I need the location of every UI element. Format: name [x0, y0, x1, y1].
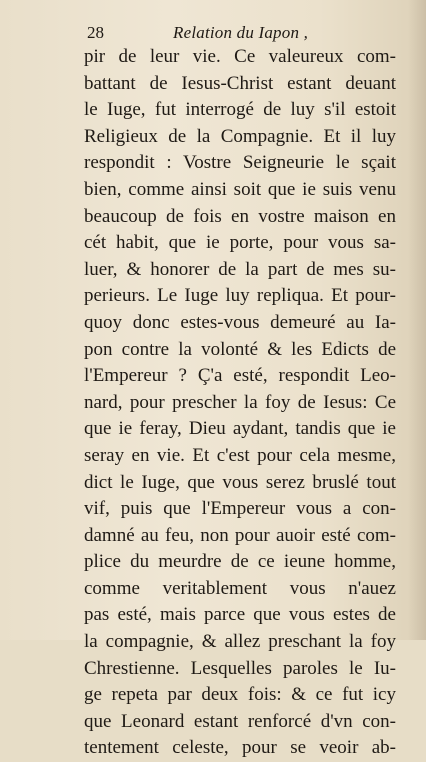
text-line-10: perieurs. Le Iuge luy repliqua. Et pour- — [84, 285, 396, 307]
text-line-1: pir de leur vie. Ce valeureux com- — [84, 46, 396, 67]
text-line-23: la compagnie, & allez preschant la foy — [84, 631, 396, 653]
text-line-2: battant de Iesus-Christ estant deuant — [84, 72, 396, 94]
text-line-3: le Iuge, fut interrogé de luy s'il estoit — [84, 99, 396, 121]
text-line-24: Chrestienne. Lesquelles paroles le Iu- — [84, 657, 396, 679]
text-line-17: dict le Iuge, que vous serez bruslé tout — [84, 471, 396, 493]
body-text — [84, 44, 396, 762]
text-line-26: que Leonard estant renforcé d'vn con- — [84, 710, 396, 732]
running-title: Relation du Iapon , — [173, 23, 309, 42]
text-line-13: l'Empereur ? Ç'a esté, respondit Leo- — [84, 365, 396, 387]
text-line-8: cét habit, que ie porte, pour vous sa- — [84, 232, 396, 254]
text-line-21: comme veritablement vous n'auez — [84, 577, 396, 599]
text-line-18: vif, puis que l'Empereur vous a con- — [84, 498, 396, 520]
text-line-27: tentement celeste, pour se veoir ab- — [84, 737, 396, 759]
text-line-4: Religieux de la Compagnie. Et il luy — [84, 125, 396, 147]
text-line-14: nard, pour prescher la foy de Iesus: Ce — [84, 391, 396, 413]
text-line-7: beaucoup de fois en vostre maison en — [84, 205, 396, 227]
text-line-11: quoy donc estes-vous demeuré au Ia- — [84, 311, 396, 333]
text-line-9: luer, & honorer de la part de mes su- — [84, 258, 396, 280]
text-line-20: plice du meurdre de ce ieune homme, — [84, 551, 396, 573]
text-line-12: pon contre la volonté & les Edicts de — [84, 338, 396, 360]
text-line-22: pas esté, mais parce que vous estes de — [84, 604, 396, 626]
text-line-19: damné au feu, non pour auoir esté com- — [84, 524, 396, 546]
text-line-25: ge repeta par deux fois: & ce fut icy — [84, 684, 396, 706]
page-number: 28 — [87, 23, 104, 42]
text-line-5: respondit : Vostre Seigneurie le sçait — [84, 152, 396, 174]
text-line-16: seray en vie. Et c'est pour cela mesme, — [84, 444, 396, 466]
text-line-15: que ie feray, Dieu aydant, tandis que ie — [84, 418, 396, 440]
text-line-6: bien, comme ainsi soit que ie suis venu — [84, 178, 396, 200]
